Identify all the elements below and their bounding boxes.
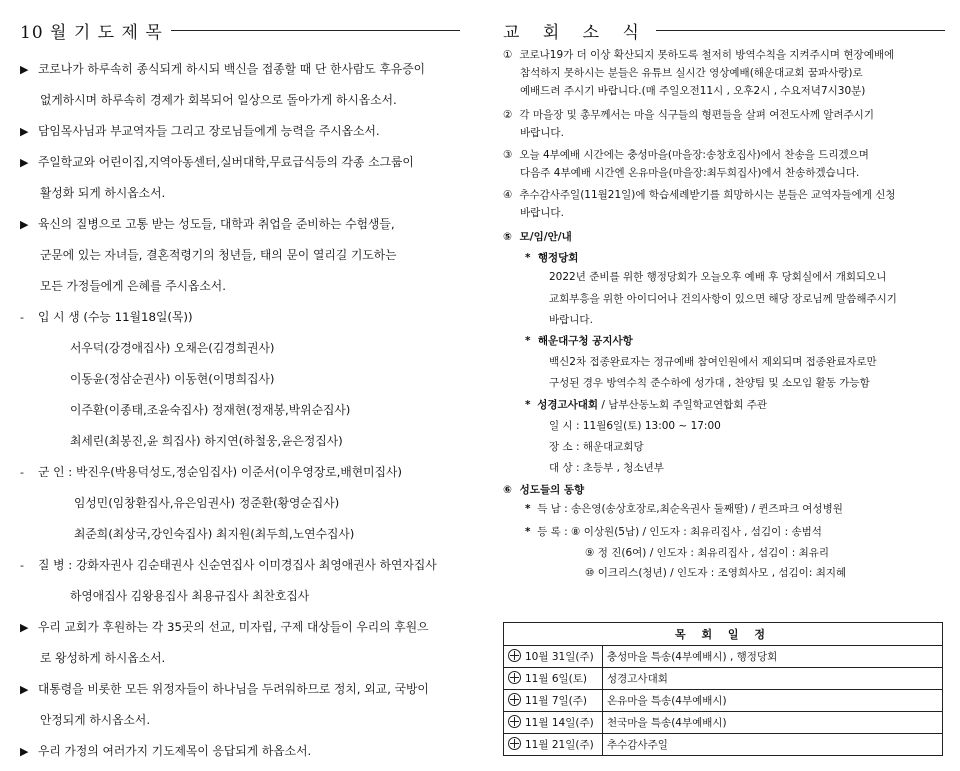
- prayer-line: 로 왕성하게 하시옵소서.: [40, 651, 166, 665]
- prayer-item: ▶ 코로나가 하루속히 종식되게 하시되 백신을 접종할 때 단 한사람도 후유증이: [20, 54, 425, 85]
- news-line: 바랍니다.: [520, 207, 564, 219]
- table-row: [504, 646, 943, 668]
- name-line: 임성민(임창환집사,유은임권사) 정준환(황영순집사): [74, 496, 340, 510]
- bullet-icon: ▶: [20, 63, 29, 76]
- cross-circle-icon: [508, 649, 521, 662]
- meeting-line: 백신2차 접종완료자는 정규예배 참여인원에서 제외되며 접종완료자로만: [549, 356, 877, 368]
- meeting-line: 구성된 경우 방역수칙 준수하에 성가대 , 찬양팀 및 소모임 활동 가능함: [549, 377, 870, 389]
- table-row: [504, 712, 943, 734]
- schedule-date: 11월 6일(토): [504, 668, 603, 690]
- illness-heading: - 질 병 : 강화자권사 김순태권사 신순연집사 이미경집사 최영애권사 하연자집사: [20, 558, 437, 572]
- cross-circle-icon: [508, 737, 521, 750]
- news-item-4: ④ 추수감사주일(11월21일)에 학습세례받기를 희망하시는 분들은 교역자들에게 신청: [503, 189, 896, 201]
- prayer-item: ▶ 담임목사님과 부교역자들 그리고 장로님들에게 능력을 주시옵소서.: [20, 116, 380, 147]
- prayer-line: 안정되게 하시옵소서.: [40, 713, 151, 727]
- name-line: 최세린(최봉진,윤 희집사) 하지연(하철웅,윤은정집사): [70, 434, 343, 448]
- schedule-date: 11월 7일(주): [504, 690, 603, 712]
- meeting-line: 교회부흥을 위한 아이디어나 건의사항이 있으면 해당 장로님께 말씀해주시기: [549, 293, 897, 305]
- table-row: [504, 690, 943, 712]
- news-header: [503, 0, 945, 43]
- bullet-icon: ▶: [20, 218, 29, 231]
- prayer-section: [20, 0, 460, 758]
- news-section: [503, 0, 945, 579]
- table-row: [504, 734, 943, 756]
- meeting-b-title: * 해운대구청 공지사항: [525, 335, 633, 347]
- schedule-header-row: [504, 623, 943, 646]
- prayer-title: 10 월 기 도 제 목: [20, 18, 171, 43]
- member-news: * 등 록 : ⑧ 이상원(5남) / 인도자 : 최유리집사 , 섬김이 : 송범석: [525, 526, 822, 538]
- schedule-table: [503, 622, 943, 756]
- name-line: 이주환(이종태,조윤숙집사) 정재현(정재봉,박위순집사): [70, 403, 351, 417]
- meeting-line: 대 상 : 초등부 , 청소년부: [549, 462, 664, 474]
- schedule-event: 충성마을 특송(4부예배시) , 행정당회: [603, 646, 943, 668]
- news-line: 참석하지 못하시는 분들은 유튜브 실시간 영상예배(해운대교회 꿈파사랑)로: [520, 67, 863, 79]
- member-news: ⑨ 정 진(6여) / 인도자 : 최유리집사 , 섬김이 : 최유리: [585, 547, 830, 559]
- meeting-line: 바랍니다.: [549, 314, 593, 326]
- cross-circle-icon: [508, 715, 521, 728]
- soldier-heading: - 군 인 : 박진우(박용덕성도,정순임집사) 이준서(이우영장로,배현미집사): [20, 465, 402, 479]
- member-news: * 득 남 : 송은영(송상호장로,최순옥권사 둘째딸) / 퀸즈파크 여성병원: [525, 503, 843, 515]
- member-news: ⑩ 이크리스(청년) / 인도자 : 조영희사모 , 섬김이: 최지혜: [585, 567, 847, 579]
- name-line: 최준희(최상국,강인숙집사) 최지원(최두희,노연수집사): [74, 527, 355, 541]
- bullet-icon: ▶: [20, 125, 29, 138]
- news-title: 교 회 소 식: [503, 18, 656, 43]
- meeting-a-title: * 행정당회: [525, 252, 579, 264]
- schedule-event: 천국마을 특송(4부예배시): [603, 712, 943, 734]
- prayer-item: ▶ 육신의 질병으로 고통 받는 성도들, 대학과 취업을 준비하는 수험생들,: [20, 209, 395, 240]
- news-item-1: ① 코로나19가 더 이상 확산되지 못하도록 철저히 방역수칙을 지켜주시며 현장예배에: [503, 49, 895, 61]
- meeting-line: 일 시 : 11월6일(토) 13:00 ~ 17:00: [549, 420, 721, 432]
- schedule-date: 11월 14일(주): [504, 712, 603, 734]
- meeting-line: 장 소 : 해운대교회당: [549, 441, 644, 453]
- exam-heading: - 입 시 생 (수능 11월18일(목)): [20, 310, 193, 324]
- meeting-c-title: * 성경고사대회 / 남부산동노회 주일학교연합회 주관: [525, 399, 768, 411]
- prayer-item: ▶ 주일학교와 어린이집,지역아동센터,실버대학,무료급식등의 각종 소그룹이: [20, 147, 414, 178]
- meetings-heading: ⑤ 모/임/안/내: [503, 231, 572, 243]
- schedule-title: 목 회 일 정: [504, 623, 943, 646]
- cross-circle-icon: [508, 693, 521, 706]
- schedule-event: 성경고사대회: [603, 668, 943, 690]
- bullet-icon: ▶: [20, 745, 29, 758]
- bullet-icon: ▶: [20, 156, 29, 169]
- news-line: 바랍니다.: [520, 127, 564, 139]
- prayer-item: ▶ 우리 교회가 후원하는 각 35곳의 선교, 미자립, 구제 대상들이 우리의 후원으: [20, 612, 429, 643]
- schedule-event: 추수감사주일: [603, 734, 943, 756]
- prayer-line: 모든 가정들에게 은혜를 주시옵소서.: [40, 279, 226, 293]
- bullet-icon: ▶: [20, 621, 29, 634]
- schedule-event: 온유마을 특송(4부예배시): [603, 690, 943, 712]
- name-line: 서우덕(강경애집사) 오채은(김경희권사): [70, 341, 275, 355]
- prayer-header: [20, 0, 460, 43]
- prayer-item: ▶ 우리 가정의 여러가지 기도제목이 응답되게 하옵소서.: [20, 736, 311, 767]
- news-item-2: ② 각 마을장 및 총무께서는 마을 식구들의 형편들을 살펴 여전도사께 알려주시기: [503, 109, 874, 121]
- news-line: 예배드려 주시기 바랍니다.(매 주일오전11시 , 오후2시 , 수요저녁7시30분): [520, 85, 866, 97]
- news-line: 다음주 4부예배 시간엔 온유마을(마을장:최두희집사)에서 찬송하겠습니다.: [520, 167, 860, 179]
- cross-circle-icon: [508, 671, 521, 684]
- schedule-date: 11월 21일(주): [504, 734, 603, 756]
- name-line: 이동윤(정삼순권사) 이동현(이명희집사): [70, 372, 275, 386]
- bullet-icon: ▶: [20, 683, 29, 696]
- meeting-line: 2022년 준비를 위한 행정당회가 오늘오후 예배 후 당회실에서 개회되오니: [549, 271, 887, 283]
- members-heading: ⑥ 성도들의 동향: [503, 484, 585, 496]
- prayer-line: 군문에 있는 자녀들, 결혼적령기의 청년들, 태의 문이 열리길 기도하는: [40, 248, 397, 262]
- prayer-line: 활성화 되게 하시옵소서.: [40, 186, 166, 200]
- schedule-date: 10월 31일(주): [504, 646, 603, 668]
- prayer-line: 없게하시며 하루속히 경제가 회복되어 일상으로 돌아가게 하시옵소서.: [40, 93, 397, 107]
- news-item-3: ③ 오늘 4부예배 시간에는 충성마을(마을장:송창호집사)에서 찬송을 드리겠으며: [503, 149, 869, 161]
- prayer-item: ▶ 대통령을 비롯한 모든 위정자들이 하나님을 두려워하므로 정치, 외교, 국방이: [20, 674, 429, 705]
- table-row: [504, 668, 943, 690]
- name-line: 하영애집사 김왕용집사 최용규집사 최찬호집사: [70, 589, 310, 603]
